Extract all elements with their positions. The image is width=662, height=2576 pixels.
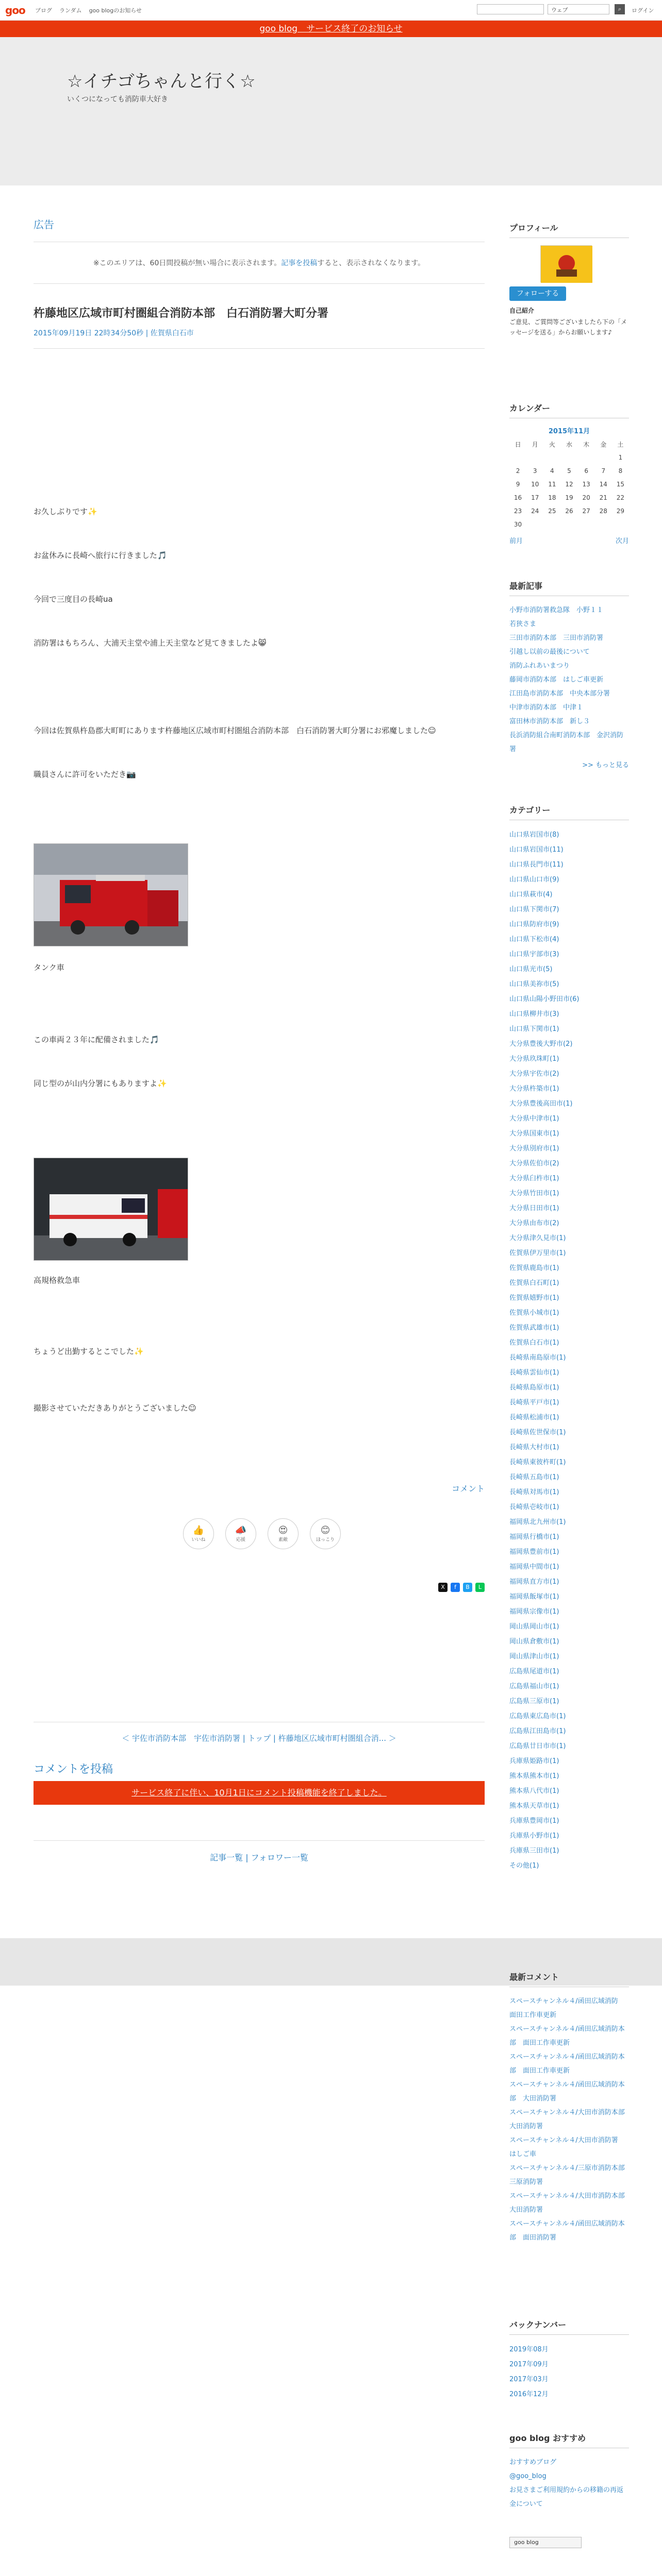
category-link[interactable]: 長崎県佐世保市(1) [509, 1429, 566, 1436]
calendar-day[interactable]: 30 [514, 521, 522, 528]
backnumber-link[interactable]: 2017年09月 [509, 2361, 549, 2368]
category-link[interactable]: 山口県下松市(4) [509, 936, 559, 943]
comment-link[interactable]: コメント [451, 1484, 485, 1494]
category-link[interactable]: 広島県尾道市(1) [509, 1668, 559, 1675]
calendar-next-link[interactable]: 次月 [615, 537, 629, 545]
category-link[interactable]: 長崎県対馬市(1) [509, 1488, 559, 1496]
category-link[interactable]: 福岡県豊前市(1) [509, 1548, 559, 1556]
calendar-day [578, 451, 595, 464]
calendar-weekday: 木 [583, 440, 590, 448]
calendar-day[interactable]: 26 [565, 507, 573, 515]
calendar-day[interactable]: 6 [584, 467, 588, 474]
categories-heading: カテゴリー [509, 804, 629, 820]
reaction-label: 応援 [236, 1537, 245, 1543]
x-share-icon[interactable]: X [438, 1583, 448, 1592]
entry-title[interactable]: 杵藤地区広域市町村圏組合消防本部 白石消防署大町分署 [34, 307, 329, 320]
recent-articles-heading: 最新記事 [509, 580, 629, 596]
calendar-weekday: 水 [566, 440, 572, 448]
backnumber-section [509, 2318, 629, 2402]
facebook-share-icon[interactable]: f [451, 1583, 460, 1592]
reaction-label: 素敵 [278, 1537, 288, 1543]
reaction-label: いいね [191, 1537, 206, 1543]
latest-comments-heading: 最新コメント [509, 1971, 629, 1987]
photo-caption: タンク車 [34, 963, 64, 972]
category-link[interactable]: 大分県佐伯市(2) [509, 1160, 559, 1167]
entry-paragraph: この車両２３年に配備されました🎵 [34, 1035, 159, 1044]
backnumber-link[interactable]: 2019年08月 [509, 2346, 549, 2353]
category-link[interactable]: 大分県豊後大野市(2) [509, 1040, 573, 1048]
avatar-image [541, 246, 592, 283]
recent-article-link[interactable]: 引越し以前の最後について [509, 648, 590, 656]
calendar-day [595, 518, 612, 531]
category-link[interactable]: 長崎県島原市(1) [509, 1384, 559, 1392]
calendar-day[interactable]: 5 [567, 467, 571, 474]
photo-caption: 高規格救急車 [34, 1276, 80, 1285]
calendar-day[interactable]: 17 [531, 494, 539, 501]
category-link[interactable]: 大分県宇佐市(2) [509, 1070, 559, 1078]
latest-comment-link[interactable]: スペースチャンネル４/函田広域消防本部 面田消防署 [509, 2220, 625, 2242]
category-link[interactable]: 岡山県岡山市(1) [509, 1623, 559, 1631]
entry-body [34, 349, 485, 1894]
backnumber-link[interactable]: 2016年12月 [509, 2391, 549, 2398]
category-link[interactable]: 大分県由布市(2) [509, 1219, 559, 1227]
reaction-buttons [183, 1518, 341, 1549]
category-link[interactable]: 大分県玖珠町(1) [509, 1055, 559, 1063]
category-link[interactable]: 山口県山口市(9) [509, 876, 559, 884]
latest-comment-link[interactable]: スペースチャンネル４/函田広域消防本部 面田工作車更新 [509, 2053, 625, 2075]
category-link[interactable]: 大分県杵築市(1) [509, 1085, 559, 1093]
recent-article-link[interactable]: 中津市消防本部 中津１ [509, 704, 584, 711]
calendar-nav [509, 535, 629, 545]
latest-comments-list [509, 1994, 632, 2245]
category-link[interactable]: 長崎県大村市(1) [509, 1444, 559, 1451]
calendar-week [509, 518, 629, 531]
backnumber-heading: バックナンバー [509, 2318, 629, 2335]
goo-recommend-section [509, 2432, 629, 2548]
ad-note [34, 242, 485, 284]
category-link[interactable]: 福岡県中間市(1) [509, 1563, 559, 1571]
category-link[interactable]: 福岡県北九州市(1) [509, 1518, 566, 1526]
top-bar [0, 0, 662, 21]
category-link[interactable]: 長崎県五島市(1) [509, 1473, 559, 1481]
follow-button[interactable]: フォローする [509, 286, 566, 301]
calendar-day[interactable]: 15 [616, 481, 625, 488]
calendar-day[interactable]: 12 [565, 481, 573, 488]
category-link[interactable]: 兵庫県豊岡市(1) [509, 1817, 559, 1825]
calendar-week [509, 451, 629, 464]
category-link[interactable]: 山口県柳井市(3) [509, 1010, 559, 1018]
ad-note-text: ※このエリアは、60日間投稿が無い場合に表示されます。 [93, 259, 282, 267]
latest-comment-link[interactable]: スペースチャンネル４/大田市消防本部 大田消防署 [509, 2192, 632, 2214]
latest-comment-link[interactable]: スペースチャンネル４/三原市消防本部 三原消防署 [509, 2164, 632, 2186]
calendar-day [560, 451, 577, 464]
nav-blog[interactable]: ブログ [35, 7, 52, 14]
calendar-weekday: 土 [617, 440, 624, 448]
calendar-day[interactable]: 8 [618, 467, 623, 474]
entry-meta[interactable]: 2015年09月19日 22時34分50秒 | 佐賀県白石市 [34, 328, 485, 349]
category-link[interactable]: 山口県光市(5) [509, 965, 553, 973]
category-link[interactable]: 大分県竹田市(1) [509, 1190, 559, 1197]
entry-paragraph: ちょうど出勤するとこでした✨ [34, 1347, 144, 1356]
hatena-share-icon[interactable]: B [463, 1583, 472, 1592]
calendar-section [509, 402, 629, 545]
calendar-day[interactable]: 23 [514, 507, 522, 515]
calendar-day[interactable]: 24 [531, 507, 539, 515]
calendar-weekday: 金 [600, 440, 607, 448]
category-link[interactable]: 広島県三原市(1) [509, 1698, 559, 1705]
entry-paragraph: 今回で三度目の長崎ua [34, 595, 113, 604]
reaction-label: ほっこり [316, 1537, 335, 1543]
category-link[interactable]: 大分県国東市(1) [509, 1130, 559, 1138]
smile-icon: 😊 [320, 1525, 330, 1536]
calendar-day[interactable]: 11 [548, 481, 556, 488]
category-link[interactable]: 長崎県平戸市(1) [509, 1399, 559, 1406]
calendar-prev-link[interactable]: 前月 [509, 537, 523, 545]
goo-recommend-link[interactable]: おすすめブログ [509, 2459, 557, 2466]
category-link[interactable]: 山口県下関市(1) [509, 1025, 559, 1033]
ad-note-text-end: すると、表示されなくなります。 [317, 259, 425, 267]
search-input[interactable] [477, 4, 544, 14]
category-link[interactable]: 大分県豊後高田市(1) [509, 1100, 573, 1108]
categories-section [509, 804, 629, 1873]
service-end-notice[interactable]: goo blog サービス終了のお知らせ [0, 21, 662, 37]
ad-label: 広告 [34, 218, 54, 231]
backnumber-list [509, 2342, 629, 2402]
calendar-day [543, 451, 560, 464]
category-link[interactable]: 佐賀県白石町(1) [509, 1279, 559, 1287]
profile-section [509, 222, 629, 337]
tank-truck-image [34, 844, 188, 946]
category-link[interactable]: 広島県廿日市市(1) [509, 1742, 566, 1750]
calendar-day[interactable]: 13 [582, 481, 590, 488]
calendar-day[interactable]: 28 [599, 507, 607, 515]
calendar-day [543, 518, 560, 531]
heart-eyes-icon: 😍 [278, 1525, 288, 1536]
latest-comment-link[interactable]: スペースチャンネル４/函田広域消防本部 面田工作車更新 [509, 2025, 625, 2047]
calendar-day[interactable]: 4 [550, 467, 554, 474]
recent-article-link[interactable]: 江田島市消防本部 中央本部分署 [509, 690, 610, 698]
calendar-day [578, 518, 595, 531]
nav-news[interactable]: goo blogのお知らせ [89, 7, 142, 14]
entry-pager[interactable]: ＜ 宇佐市消防本部 宇佐市消防署 | トップ | 杵藤地区広域市町村圏組合消... ＞ [34, 1722, 485, 1743]
category-link[interactable]: 山口県防府市(9) [509, 921, 559, 928]
calendar-day[interactable]: 10 [531, 481, 539, 488]
categories-list [509, 827, 629, 1873]
entry-paragraph: 消防署はもちろん、大浦天主堂や浦上天主堂など見てきましたよ😸 [34, 638, 267, 648]
blog-title[interactable]: ☆イチゴちゃんと行く☆ [67, 71, 256, 92]
recent-article-link[interactable]: 三田市消防本部 三田市消防署 [509, 634, 604, 642]
category-link[interactable]: 山口県宇部市(3) [509, 951, 559, 958]
category-link[interactable]: 福岡県宗像市(1) [509, 1608, 559, 1616]
category-link[interactable]: 佐賀県鹿島市(1) [509, 1264, 559, 1272]
ambulance-photo[interactable] [34, 1158, 188, 1261]
reaction-cheer-button[interactable] [225, 1518, 256, 1549]
calendar-day [509, 451, 526, 464]
intro-title: 自己紹介 [509, 307, 535, 314]
calendar-day [526, 451, 543, 464]
profile-intro: ご意見、ご質問等ございましたら下の「メッセージを送る」からお願いします♪ [509, 318, 627, 336]
calendar-month: 2015年11月 [548, 428, 590, 435]
bottom-links[interactable]: 記事一覧 | フォロワー一覧 [34, 1840, 485, 1863]
category-link[interactable]: 広島県福山市(1) [509, 1683, 559, 1690]
nav-random[interactable]: ランダム [59, 7, 82, 14]
latest-comment-link[interactable]: スペースチャンネル４/大田市消防本部 大田消防署 [509, 2109, 632, 2130]
category-link[interactable]: 兵庫県小野市(1) [509, 1832, 559, 1840]
comment-closed-notice[interactable]: サービス終了に伴い、10月1日にコメント投稿機能を終了しました。 [34, 1781, 485, 1805]
entry-paragraph: 撮影させていただきありがとうございました☺ [34, 1403, 196, 1413]
category-link[interactable]: 広島県東広島市(1) [509, 1713, 566, 1720]
share-buttons [438, 1583, 485, 1592]
calendar-week [509, 491, 629, 504]
latest-comments-section [509, 1971, 632, 2245]
category-link[interactable]: 岡山県倉敷市(1) [509, 1638, 559, 1646]
reaction-lovely-button[interactable] [268, 1518, 299, 1549]
category-link[interactable]: 山口県下関市(7) [509, 906, 559, 913]
calendar-week [509, 504, 629, 518]
reaction-warm-button[interactable] [310, 1518, 341, 1549]
category-link[interactable]: その他(1) [509, 1862, 539, 1870]
category-link[interactable]: 佐賀県小城市(1) [509, 1309, 559, 1317]
entry-paragraph: 今回は佐賀県杵島郡大町町にあります杵藤地区広域市町村圏組合消防本部 白石消防署大町分署にお邪魔しました☺ [34, 726, 436, 735]
calendar-day[interactable]: 18 [548, 494, 556, 501]
goo-recommend-heading: goo blog おすすめ [509, 2432, 629, 2448]
recent-article-link[interactable]: 藤岡市消防本部 はしご車更新 [509, 676, 604, 684]
category-link[interactable]: 熊本県熊本市(1) [509, 1772, 559, 1780]
latest-comment-link[interactable]: スペースチャンネル４/大田市消防署 はしご車 [509, 2137, 625, 2158]
calendar-table [509, 426, 629, 531]
category-link[interactable]: 山口県岩国市(11) [509, 846, 564, 854]
reaction-like-button[interactable] [183, 1518, 214, 1549]
category-link[interactable]: 長崎県南島原市(1) [509, 1354, 566, 1362]
recent-articles-section [509, 580, 629, 769]
entry-paragraph: 同じ型のが山内分署にもありますよ✨ [34, 1079, 167, 1088]
category-link[interactable]: 長崎県東彼杵町(1) [509, 1459, 566, 1466]
calendar-weekday: 火 [549, 440, 555, 448]
recent-article-link[interactable]: 富田林市消防本部 新し３ [509, 718, 590, 725]
latest-comment-link[interactable]: スペースチャンネル４/函田広域消防 面田工作車更新 [509, 1997, 625, 2019]
category-link[interactable]: 広島県江田島市(1) [509, 1727, 566, 1735]
category-link[interactable]: 福岡県直方市(1) [509, 1578, 559, 1586]
category-link[interactable]: 長崎県雲仙市(1) [509, 1369, 559, 1377]
line-share-icon[interactable]: L [475, 1583, 485, 1592]
main-column [34, 216, 485, 1894]
category-link[interactable]: 福岡県行橋市(1) [509, 1533, 559, 1541]
entry-paragraph: お久しぶりです✨ [34, 507, 97, 516]
megaphone-icon: 📣 [235, 1525, 247, 1536]
latest-comment-link[interactable]: スペースチャンネル４/函田広域消防本部 大田消防署 [509, 2081, 625, 2103]
calendar-day[interactable]: 3 [533, 467, 537, 474]
category-link[interactable]: 山口県長門市(11) [509, 861, 564, 869]
calendar-week [509, 464, 629, 478]
profile-avatar[interactable] [540, 245, 592, 282]
goo-recommend-list [509, 2455, 629, 2511]
category-link[interactable]: 山口県山陽小野田市(6) [509, 995, 580, 1003]
entry-paragraph: お盆休みに長崎へ旅行に行きました🎵 [34, 551, 167, 560]
goo-recommend-link[interactable]: @goo_blog [509, 2472, 547, 2480]
blog-description: いくつになっても消防車大好き [67, 95, 168, 104]
calendar-day[interactable]: 1 [618, 454, 623, 461]
calendar-day[interactable]: 7 [601, 467, 606, 474]
calendar-day[interactable]: 14 [599, 481, 607, 488]
calendar-day[interactable]: 9 [516, 481, 520, 488]
tank-truck-photo[interactable] [34, 843, 188, 946]
entry-paragraph: 職員さんに許可をいただき📷 [34, 770, 136, 779]
calendar-day [526, 518, 543, 531]
calendar-day [612, 518, 629, 531]
search-icon[interactable]: ⌕ [615, 4, 625, 14]
recent-more-link[interactable]: >> もっと見る [582, 761, 629, 769]
calendar-day[interactable]: 20 [582, 494, 590, 501]
calendar-day[interactable]: 22 [616, 494, 625, 501]
blog-header [0, 37, 662, 185]
top-nav [35, 6, 142, 14]
recent-article-link[interactable]: 若狭さま [509, 620, 537, 628]
calendar-weekday: 日 [515, 440, 521, 448]
category-link[interactable]: 佐賀県武雄市(1) [509, 1324, 559, 1332]
category-link[interactable]: 岡山県津山市(1) [509, 1653, 559, 1660]
calendar-day[interactable]: 29 [616, 507, 625, 515]
calendar-day[interactable]: 21 [599, 494, 607, 501]
goo-blog-badge[interactable]: goo blog [509, 2537, 582, 2548]
category-link[interactable]: 熊本県八代市(1) [509, 1787, 559, 1795]
category-link[interactable]: 福岡県飯塚市(1) [509, 1593, 559, 1601]
category-link[interactable]: 熊本県天草市(1) [509, 1802, 559, 1810]
category-link[interactable]: 大分県臼杵市(1) [509, 1175, 559, 1182]
category-link[interactable]: 佐賀県白石市(1) [509, 1339, 559, 1347]
recent-articles-list [509, 603, 629, 756]
category-link[interactable]: 兵庫県姫路市(1) [509, 1757, 559, 1765]
thumbs-up-icon: 👍 [192, 1525, 205, 1536]
search-scope-select[interactable]: ウェブ [548, 4, 609, 14]
ambulance-image [34, 1158, 188, 1261]
calendar-weekday: 月 [532, 440, 538, 448]
category-link[interactable]: 大分県日田市(1) [509, 1205, 559, 1212]
recent-article-link[interactable]: 小野市消防署救急隊 小野１１ [509, 606, 604, 614]
recent-article-link[interactable]: 消防ふれあいまつり [509, 662, 570, 670]
post-comment-heading: コメントを投稿 [34, 1763, 113, 1776]
category-link[interactable]: 佐賀県伊万里市(1) [509, 1249, 566, 1257]
calendar-day[interactable]: 27 [582, 507, 590, 515]
calendar-day[interactable]: 19 [565, 494, 573, 501]
backnumber-link[interactable]: 2017年03月 [509, 2376, 549, 2383]
calendar-day[interactable]: 2 [516, 467, 520, 474]
goo-recommend-link[interactable]: お見さまご利用規約からの移籍の再返金について [509, 2486, 624, 2508]
category-link[interactable]: 長崎県松浦市(1) [509, 1414, 559, 1421]
category-link[interactable]: 大分県中津市(1) [509, 1115, 559, 1123]
calendar-heading: カレンダー [509, 402, 629, 418]
goo-logo[interactable]: goo [5, 4, 25, 16]
calendar-day [595, 451, 612, 464]
post-article-link[interactable]: 記事を投稿 [281, 259, 318, 267]
calendar-day [560, 518, 577, 531]
recent-article-link[interactable]: 長浜消防組合南町消防本部 金沢消防署 [509, 732, 624, 753]
category-link[interactable]: 山口県岩国市(8) [509, 831, 559, 839]
profile-heading: プロフィール [509, 222, 629, 238]
category-link[interactable]: 山口県美祢市(5) [509, 980, 559, 988]
category-link[interactable]: 兵庫県三田市(1) [509, 1847, 559, 1855]
category-link[interactable]: 佐賀県嬉野市(1) [509, 1294, 559, 1302]
calendar-week [509, 478, 629, 491]
category-link[interactable]: 大分県津久見市(1) [509, 1234, 566, 1242]
category-link[interactable]: 大分県別府市(1) [509, 1145, 559, 1153]
calendar-day[interactable]: 25 [548, 507, 556, 515]
calendar-day[interactable]: 16 [514, 494, 522, 501]
category-link[interactable]: 山口県萩市(4) [509, 891, 553, 899]
login-link[interactable]: ログイン [632, 7, 654, 14]
category-link[interactable]: 長崎県壱岐市(1) [509, 1503, 559, 1511]
